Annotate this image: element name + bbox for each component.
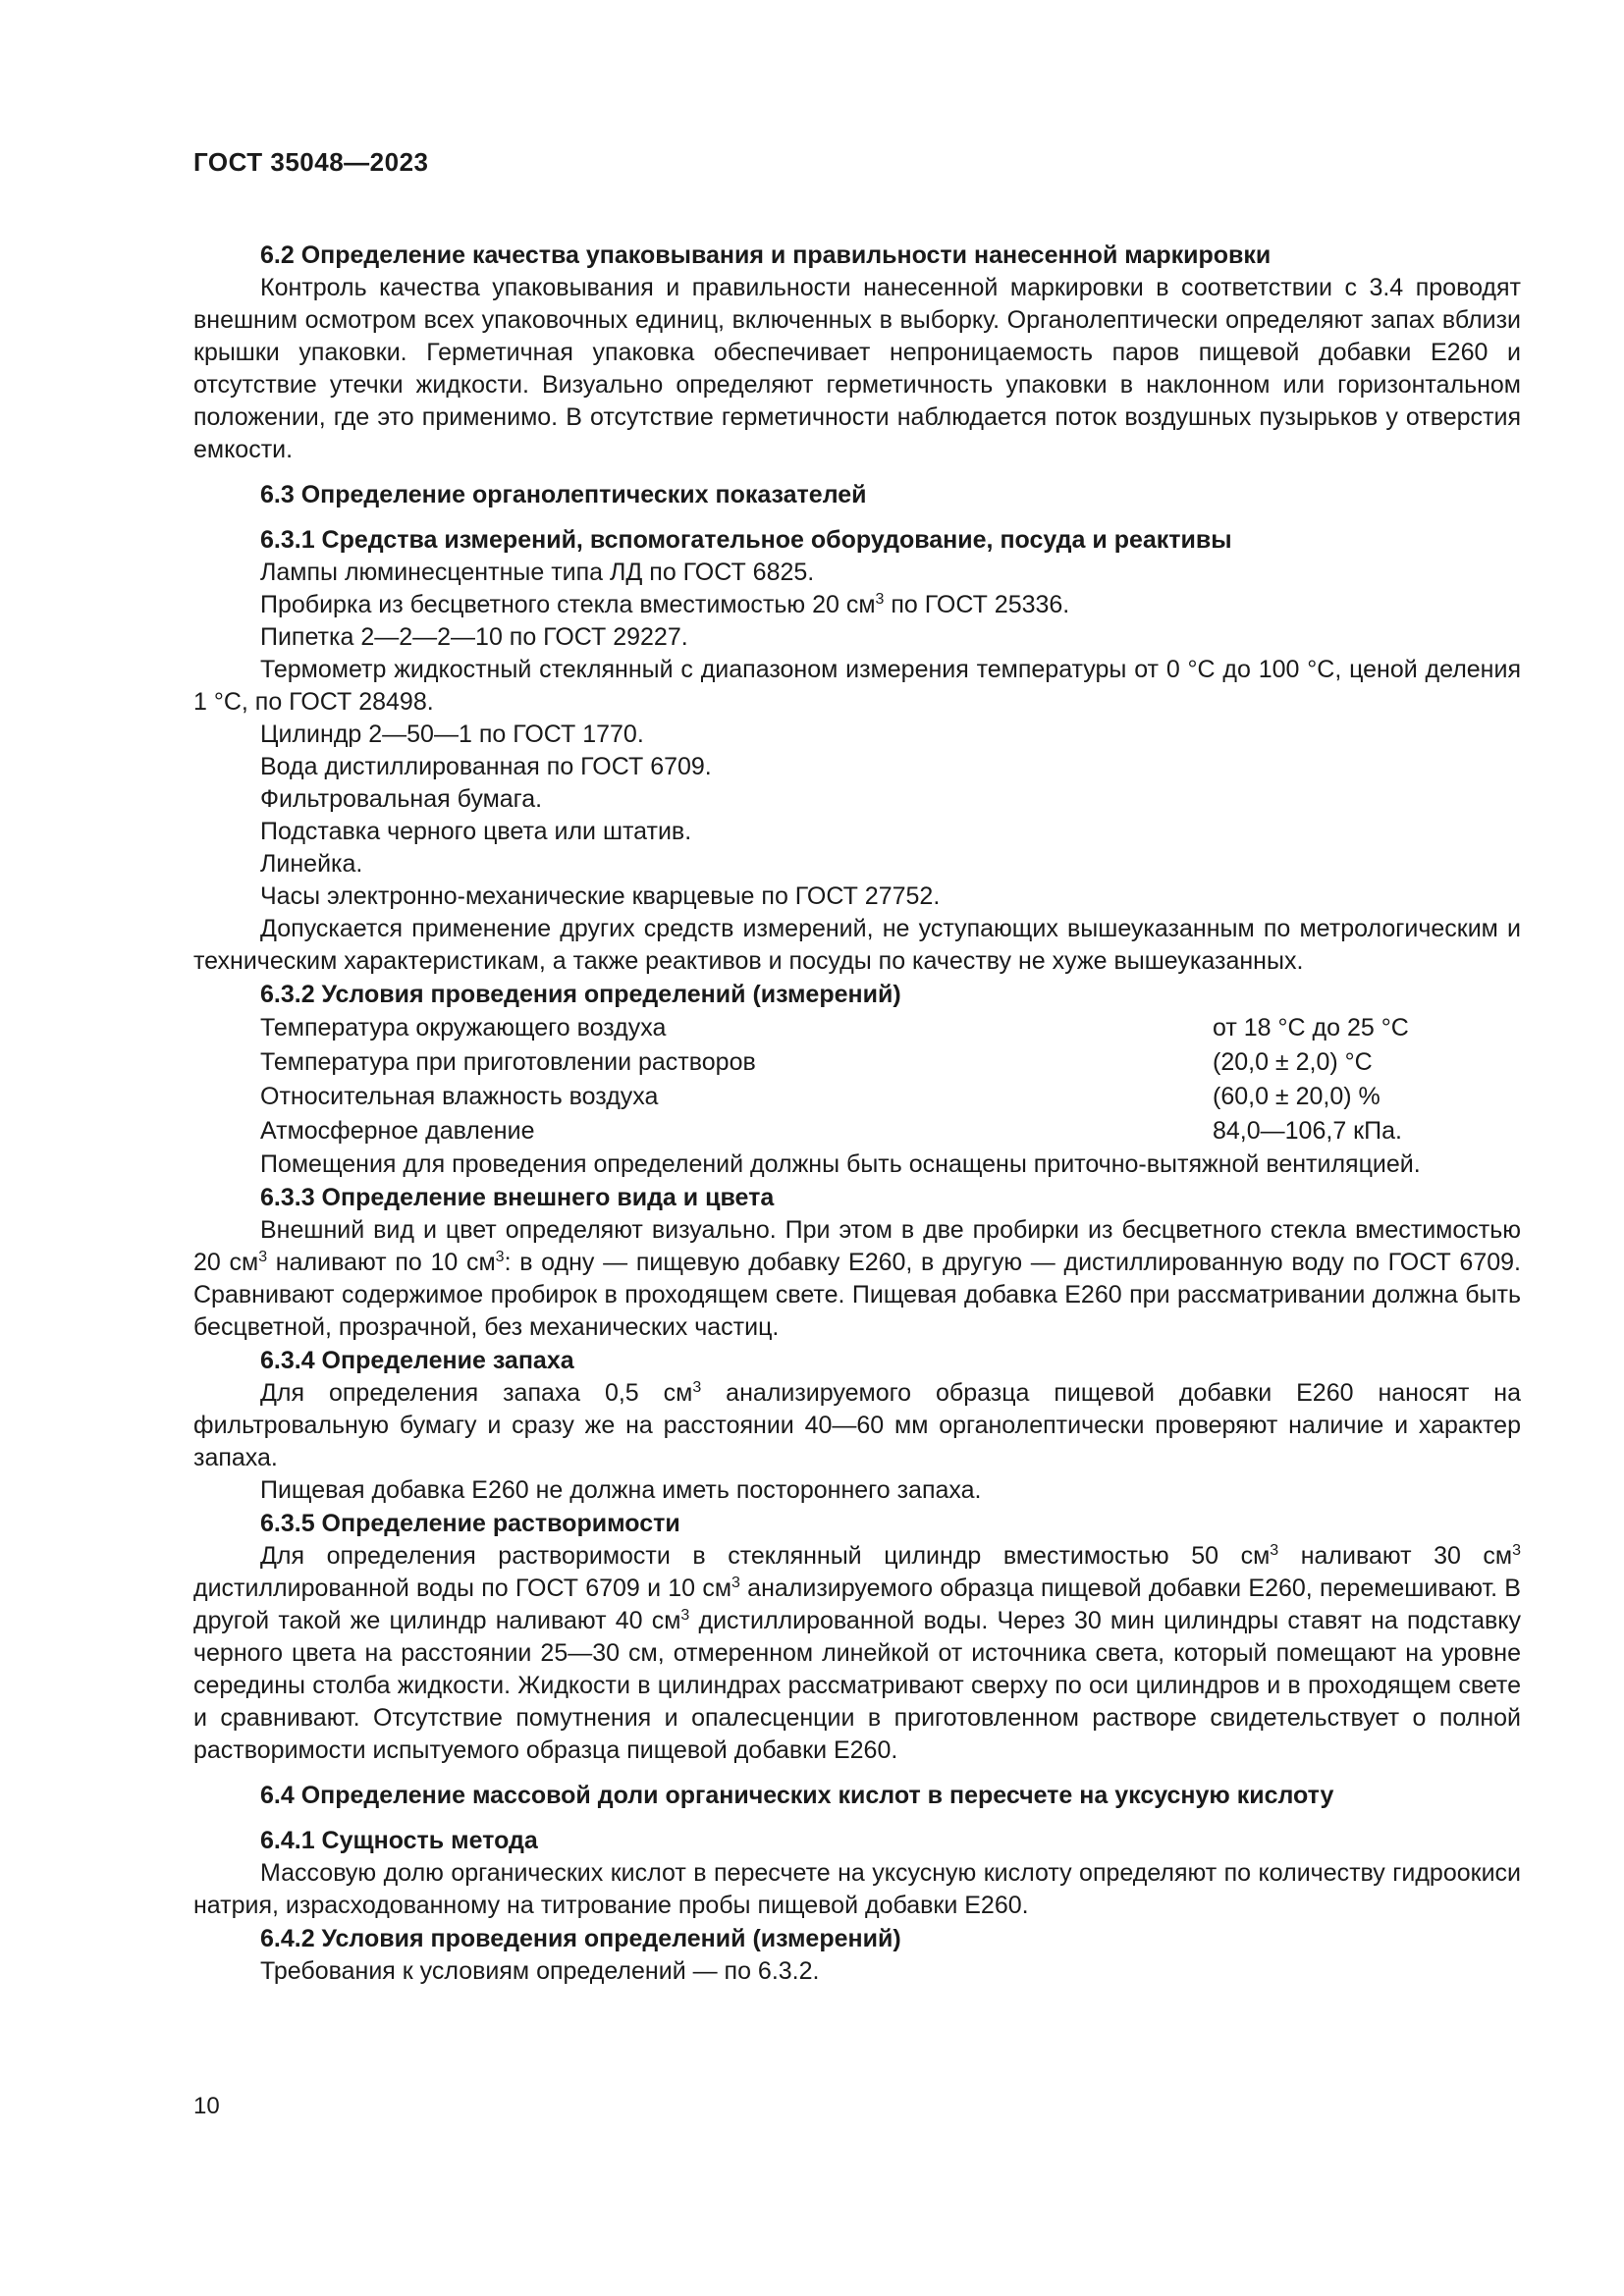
section-6-3-3-text: Внешний вид и цвет определяют визуально. При этом в две пробирки из бесцветного стекла вместимостью 20 $см^3$ наливают по 10 $см^3$: в одну — пищевую добавку Е260, в другую — дистиллированную воду по ГОСТ 6709. Сравнивают содержимое пробирок в проходящем свете. Пищевая добавка Е260 при рассматривании должна быть бесцветной, прозрачной, без механических частиц. <box>193 1216 1521 1341</box>
page-number: 10 <box>193 2093 220 2119</box>
ventilation-note: Помещения для проведения определений должны быть оснащены приточно-вытяжной вентиляцией. <box>260 1150 1421 1178</box>
section-6-4-2-title: 6.4.2 Условия проведения определений (измерений) <box>260 1925 901 1952</box>
equipment-item: Часы электронно-механические кварцевые по ГОСТ 27752. <box>260 882 941 910</box>
section-6-4-title: 6.4 Определение массовой доли органических кислот в пересчете на уксусную кислоту <box>260 1782 1334 1809</box>
condition-row: Температура окружающего воздуха от 18 °С до 25 °С <box>260 1014 1409 1041</box>
section-6-3-1-title: 6.3.1 Средства измерений, вспомогательное оборудование, посуда и реактивы <box>260 526 1232 554</box>
conditions-table <box>193 1011 1521 1148</box>
section-6-4-1-text: Массовую долю органических кислот в пересчете на уксусную кислоту определяют по количеству гидроокиси натрия, израсходованному на титрование пробы пищевой добавки Е260. <box>193 1859 1521 1919</box>
section-6-3-5-title: 6.3.5 Определение растворимости <box>260 1510 680 1537</box>
section-6-3-5-text: Для определения растворимости в стеклянный цилиндр вместимостью 50 $см^3$ наливают 30 $см^3$ дистиллированной воды по ГОСТ 6709 и 10 $см^3$ анализируемого образца пищевой добавки Е260, перемешивают. В другой такой же цилиндр наливают 40 $см^3$ дистиллированной воды. Через 30 мин цилиндры ставят на подставку черного цвета на расстоянии 25—30 см, отмеренном линейкой от источника света, который помещают на уровне середины столба жидкости. Жидкости в цилиндрах рассматривают сверху по оси цилиндров и в проходящем свете и сравнивают. Отсутствие помутнения и опалесценции в приготовленном растворе свидетельствует о полной растворимости испытуемого образца пищевой добавки Е260. <box>193 1542 1522 1764</box>
document-header: ГОСТ 35048—2023 <box>193 147 429 177</box>
equipment-item: Термометр жидкостный стеклянный с диапазоном измерения температуры от 0 °С до 100 °С, ценой деления 1 °С, по ГОСТ 28498. <box>193 656 1521 716</box>
document-page <box>193 147 1521 1988</box>
equipment-item: Цилиндр 2—50—1 по ГОСТ 1770. <box>260 721 644 748</box>
section-6-3-3-title: 6.3.3 Определение внешнего вида и цвета <box>260 1184 775 1211</box>
section-6-4-1-title: 6.4.1 Сущность метода <box>260 1827 538 1854</box>
equipment-item: Подставка черного цвета или штатив. <box>260 818 692 845</box>
section-6-2-title: 6.2 Определение качества упаковывания и правильности нанесенной маркировки <box>260 241 1272 269</box>
equipment-item: Фильтровальная бумага. <box>260 785 543 813</box>
section-6-2-text: Контроль качества упаковывания и правильности нанесенной маркировки в соответствии с 3.4 проводят внешним осмотром всех упаковочных единиц, включенных в выборку. Органолептически определяют запах вблизи крышки упаковки. Герметичная упаковка обеспечивает непроницаемость паров пищевой добавки Е260 и отсутствие утечки жидкости. Визуально определяют герметичность упаковки в наклонном или горизонтальном положении, где это применимо. В отсутствие герметичности наблюдается поток воздушных пузырьков у отверстия емкости. <box>193 274 1521 463</box>
equipment-note: Допускается применение других средств измерений, не уступающих вышеуказанным по метрологическим и техническим характеристикам, а также реактивов и посуды по качеству не хуже вышеуказанных. <box>193 915 1521 975</box>
section-6-3-title: 6.3 Определение органолептических показателей <box>260 481 867 508</box>
equipment-item: Вода дистиллированная по ГОСТ 6709. <box>260 753 712 780</box>
equipment-item: Пробирка из бесцветного стекла вместимостью 20 $см^3$ по ГОСТ 25336. <box>260 591 1070 618</box>
section-6-3-4-title: 6.3.4 Определение запаха <box>260 1347 574 1374</box>
condition-row: Температура при приготовлении растворов (20,0 ± 2,0) °С <box>260 1048 1373 1076</box>
section-6-3-4-text: Для определения запаха 0,5 $см^3$ анализируемого образца пищевой добавки Е260 наносят на фильтровальную бумагу и сразу же на расстоянии 40—60 мм органолептически проверяют наличие и характер запаха. <box>193 1379 1521 1471</box>
condition-row: Атмосферное давление 84,0—106,7 кПа. <box>260 1117 1402 1145</box>
equipment-item: Лампы люминесцентные типа ЛД по ГОСТ 6825. <box>260 559 815 586</box>
section-6-4-2-text: Требования к условиям определений — по 6.3.2. <box>260 1957 820 1985</box>
equipment-item: Пипетка 2—2—2—10 по ГОСТ 29227. <box>260 623 688 651</box>
section-6-3-4-note: Пищевая добавка Е260 не должна иметь постороннего запаха. <box>260 1476 982 1504</box>
condition-row: Относительная влажность воздуха (60,0 ± 20,0) % <box>260 1083 1380 1110</box>
section-6-3-2-title: 6.3.2 Условия проведения определений (измерений) <box>260 981 901 1008</box>
equipment-item: Линейка. <box>260 850 363 878</box>
